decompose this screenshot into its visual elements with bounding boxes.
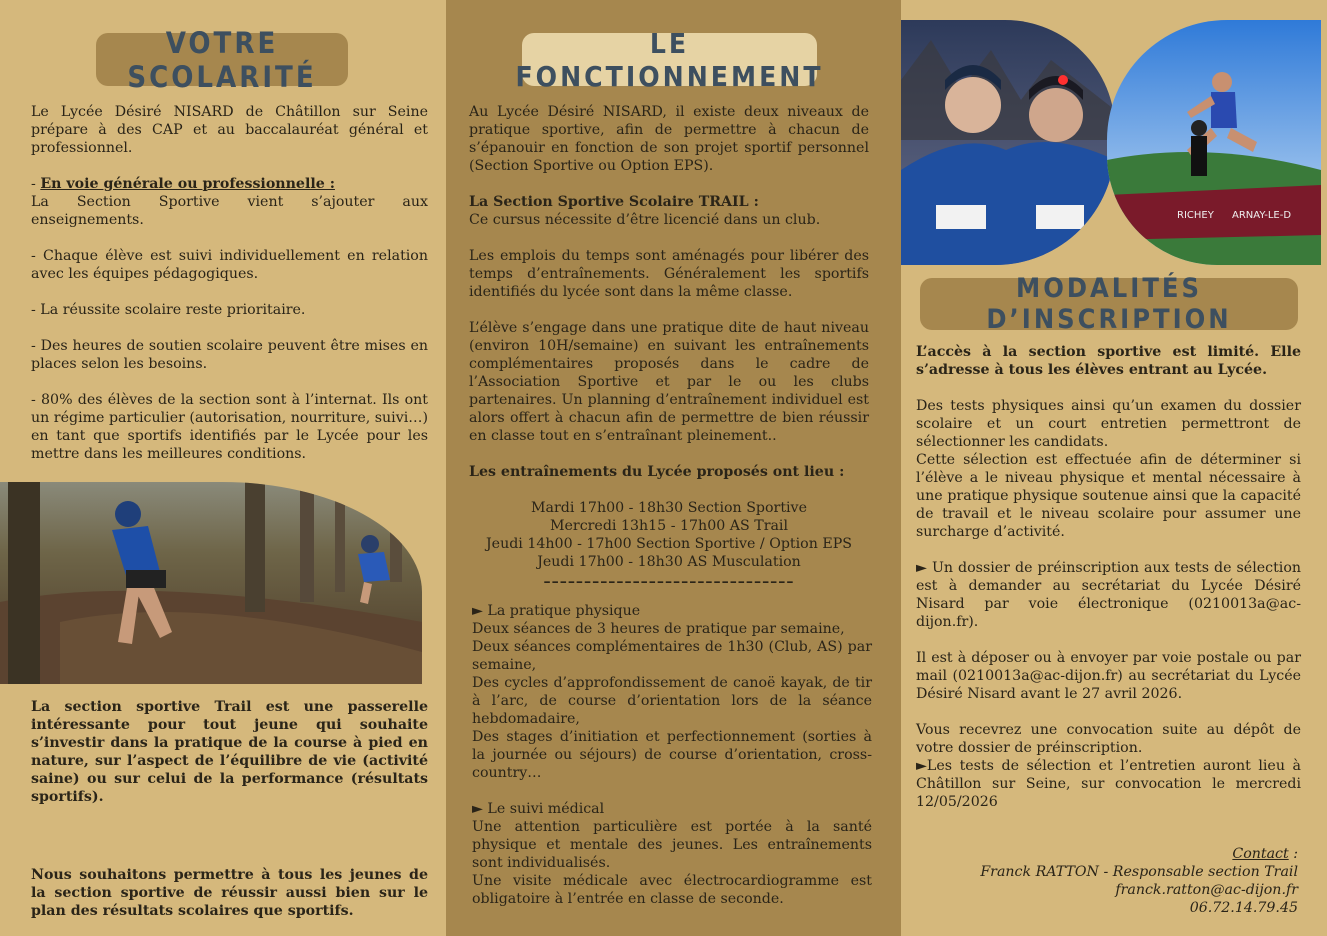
- contact-label-line: Contact :: [1232, 846, 1298, 862]
- fonctionnement-p4: L’élève s’engage dans une pratique dite de haut niveau (environ 10H/semaine) en suivant les entraînements complémentaires proposés dans le cadre de l’Association Sportive et par le ou les clubs partenaires. Un planning d’entraînement individuel est alors offert à chacun afin de permettre de bien réussir en classe tout en s’entraînant pleinement..: [469, 320, 869, 444]
- scolarite-p5: La section sportive Trail est une passerelle intéressante pour tout jeune qui souhaite s’investir dans la pratique de la course à pied en nature, sur l’aspect de l’équilibre de vie (activité saine) ou sur celui de la performance (résultats sportifs).: [31, 699, 428, 805]
- fonctionnement-p3: Les emplois du temps sont aménagés pour libérer des temps d’entraînements. Généralement les sportifs identifiés du lycée sont dans la même classe.: [469, 248, 869, 300]
- fonctionnement-sss: [469, 193, 869, 229]
- scolarite-p6: Nous souhaitons permettre à tous les jeunes de la section sportive de réussir aussi bien sur le plan des résultats scolaires que sportifs.: [31, 867, 428, 919]
- scolarite-p3: - Des heures de soutien scolaire peuvent être mises en places selon les besoins.: [31, 338, 428, 372]
- fonctionnement-bottom-text: [472, 602, 872, 926]
- contact-email[interactable]: franck.ratton@ac-dijon.fr: [1115, 882, 1298, 898]
- scolarite-intro: Le Lycée Désiré NISARD de Châtillon sur Seine prépare à des CAP et au baccalauréat général et professionnel.: [31, 104, 428, 156]
- scolarite-p1: - Chaque élève est suivi individuellement en relation avec les équipes pédagogiques.: [31, 248, 428, 282]
- scolarite-p2: - La réussite scolaire reste prioritaire.: [31, 302, 306, 318]
- dashed-divider: –––––––––––––––––––––––––––––––: [543, 574, 795, 590]
- practice-block: [472, 602, 872, 782]
- inscription-p3: ► Un dossier de préinscription aux tests de sélection est à demander au secrétariat du Lycée Désiré Nisard par voie électronique (0210013a@ac-dijon.fr).: [916, 560, 1301, 630]
- medical-heading: ► Le suivi médical: [472, 801, 605, 817]
- scolarite-voie: - En voie générale ou professionnelle : La Section Sportive vient s’ajouter aux enseignements.: [31, 176, 428, 228]
- title-fonctionnement: LE FONCTIONNEMENT: [515, 26, 824, 93]
- column-scolarite: [0, 0, 446, 936]
- voie-text: La Section Sportive vient s’ajouter aux enseignements.: [31, 194, 428, 228]
- fonctionnement-p1: Au Lycée Désiré NISARD, il existe deux niveaux de pratique sportive, afin de permettre à chacun de s’épanouir en fonction de son projet sportif personnel (Section Sportive ou Option EPS).: [469, 104, 869, 174]
- medical-block: [472, 800, 872, 908]
- contact-block: [938, 845, 1298, 917]
- inscription-p5: Vous recevrez une convocation suite au dépôt de votre dossier de préinscription. ►Les tests de sélection et l’entretien auront lieu à Châtillon sur Seine, sur convocation le mercredi 12/05/2026: [916, 722, 1301, 810]
- sss-heading: La Section Sportive Scolaire TRAIL :: [469, 194, 759, 210]
- inscription-p2: Des tests physiques ainsi qu’un examen du dossier scolaire et un court entretien permettront de sélectionner les candidats. Cette sélection est effectuée afin de déterminer si l’élève a le niveau physique et mental nécessaire à une pratique physique soutenue ainsi que la capacité de travail et le niveau scolaire pour assumer une surcharge d’activité.: [916, 398, 1301, 540]
- jump-race-photo: [1107, 20, 1321, 265]
- runners-portrait-photo: [901, 20, 1115, 265]
- contact-name: Franck RATTON - Responsable section Trail: [980, 864, 1298, 880]
- schedule-line: Jeudi 14h00 - 17h00 Section Sportive / Option EPS: [486, 536, 852, 552]
- inscription-text: [916, 343, 1301, 829]
- medical-text: Une attention particulière est portée à la santé physique et mentale des jeunes. Les entraînements sont individualisés. Une visite médicale avec électrocardiogramme est obligatoire à l’entrée en classe de seconde.: [472, 819, 872, 907]
- inscription-p1: L’accès à la section sportive est limité. Elle s’adresse à tous les élèves entrant au Lycée.: [916, 344, 1301, 378]
- schedule-heading: Les entraînements du Lycée proposés ont lieu :: [469, 464, 845, 480]
- sss-text: Ce cursus nécessite d’être licencié dans un club.: [469, 212, 821, 228]
- contact-label: Contact: [1232, 846, 1289, 862]
- schedule-line: Jeudi 17h00 - 18h30 AS Musculation: [537, 554, 801, 570]
- practice-text: Deux séances de 3 heures de pratique par semaine, Deux séances complémentaires de 1h30 (Club, AS) par semaine, Des cycles d’approfondissement de canoë kayak, de tir à l’arc, de course d’orientation lors de la séance hebdomadaire, Des stages d’initiation et perfectionnement (sorties à la journée ou séjours) de course d’orientation, cross-country…: [472, 621, 872, 781]
- scolarite-bottom-text: [31, 698, 428, 936]
- trail-running-photo: [0, 482, 422, 684]
- title-inscription: MODALITÉS D’INSCRIPTION: [920, 278, 1298, 330]
- scolarite-text: [31, 103, 428, 481]
- column-inscription: [901, 0, 1327, 936]
- banner-text: RICHEY: [1177, 210, 1214, 221]
- contact-phone[interactable]: 06.72.14.79.45: [1189, 900, 1298, 916]
- voie-heading: En voie générale ou professionnelle :: [40, 176, 335, 192]
- scolarite-p4: - 80% des élèves de la section sont à l’internat. Ils ont un régime particulier (autorisation, nourriture, suivi…) en tant que sportifs identifiés par le Lycée pour les mettre dans les meilleures conditions.: [31, 392, 428, 462]
- fonctionnement-text: [469, 103, 869, 609]
- spectator: [1191, 120, 1207, 176]
- inscription-p4: Il est à déposer ou à envoyer par voie postale ou par mail (0210013a@ac-dijon.fr) au secrétariat du Lycée Désiré Nisard avant le 27 avril 2026.: [916, 650, 1301, 702]
- practice-heading: ► La pratique physique: [472, 603, 641, 619]
- column-fonctionnement: [446, 0, 901, 936]
- title-scolarite: VOTRE SCOLARITÉ: [96, 33, 348, 86]
- schedule-line: Mardi 17h00 - 18h30 Section Sportive: [531, 500, 807, 516]
- banner-text: ARNAY-LE-D: [1232, 210, 1292, 221]
- schedule-line: Mercredi 13h15 - 17h00 AS Trail: [549, 518, 789, 534]
